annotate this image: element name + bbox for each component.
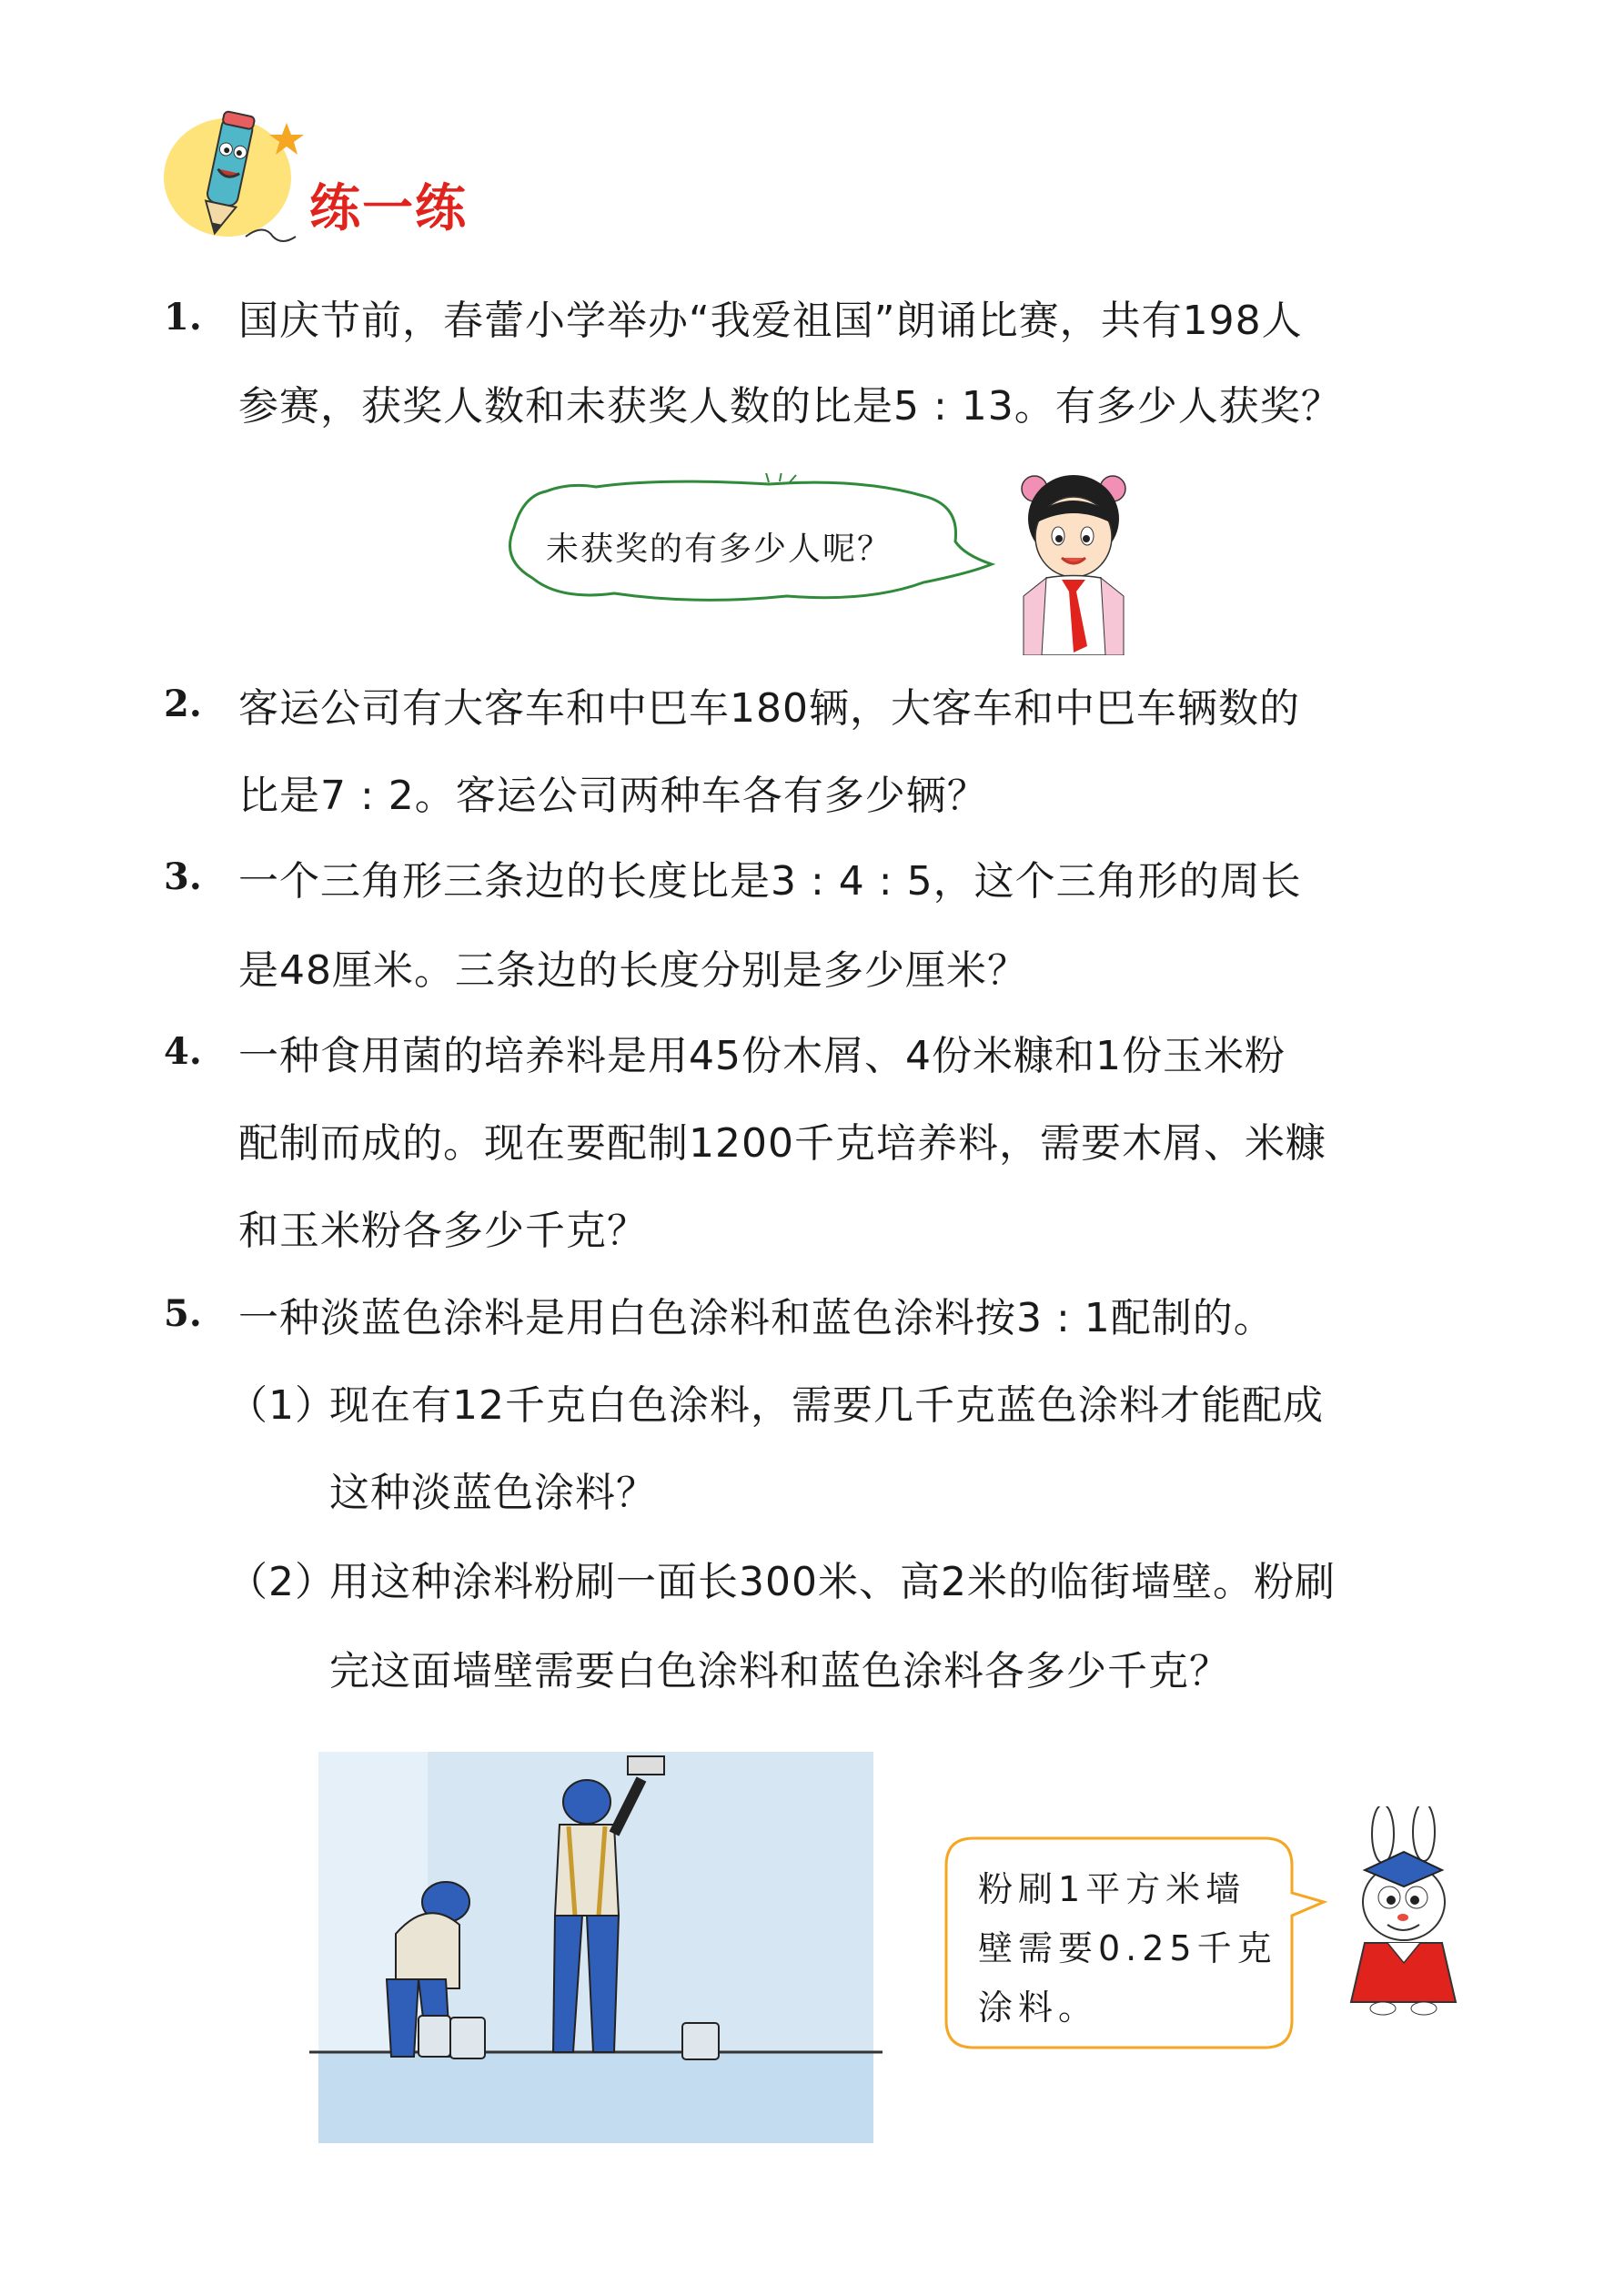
question-text-line: 一种淡蓝色涂料是用白色涂料和蓝色涂料按3 : 1配制的。	[238, 1295, 1275, 1341]
subquestion-text-line: 用这种涂料粉刷一面长300米、高2米的临街墙壁。粉刷	[329, 1559, 1336, 1605]
question-text-line: 一种食用菌的培养料是用45份木屑、4份米糠和1份玉米粉	[238, 1033, 1286, 1079]
question-text-line: 是48厘米。三条边的长度分别是多少厘米？	[238, 947, 1028, 994]
question-number: 3.	[164, 855, 202, 898]
rabbit-bubble-line: 壁需要0.25千克	[978, 1928, 1277, 1968]
question-text-line: 国庆节前，春蕾小学举办“我爱祖国”朗诵比赛，共有198人	[238, 298, 1303, 344]
pencil-mascot-icon	[155, 100, 309, 255]
question-text-line: 参赛，获奖人数和未获奖人数的比是5 : 13。有多少人获奖？	[238, 383, 1342, 430]
question-number: 2.	[164, 683, 202, 725]
subquestion-text-line: 现在有12千克白色涂料，需要几千克蓝色涂料才能配成	[329, 1382, 1324, 1429]
rabbit-bubble-line: 粉刷1平方米墙	[978, 1869, 1246, 1909]
question-number: 1.	[164, 296, 202, 339]
subquestion-text-line: 完这面墙壁需要白色涂料和蓝色涂料各多少千克？	[329, 1648, 1230, 1694]
question-number: 4.	[164, 1030, 202, 1073]
girl-bubble-text: 未获奖的有多少人呢？	[546, 531, 893, 568]
painters-illustration	[309, 1752, 883, 2143]
girl-student-icon	[996, 460, 1151, 655]
question-text-line: 配制而成的。现在要配制1200千克培养料，需要木屑、米糠	[238, 1120, 1326, 1167]
subquestion-label: （2）	[227, 1559, 336, 1605]
question-text-line: 客运公司有大客车和中巴车180辆，大客车和中巴车辆数的	[238, 685, 1300, 732]
rabbit-teacher-icon	[1333, 1806, 1469, 2016]
section-title: 练一练	[309, 179, 468, 238]
subquestion-text-line: 这种淡蓝色涂料？	[329, 1470, 657, 1516]
question-text-line: 一个三角形三条边的长度比是3 : 4 : 5，这个三角形的周长	[238, 858, 1302, 905]
question-text-line: 和玉米粉各多少千克？	[238, 1208, 648, 1254]
question-text-line: 比是7 : 2。客运公司两种车各有多少辆？	[238, 773, 988, 819]
question-number: 5.	[164, 1292, 202, 1335]
rabbit-bubble-line: 涂料。	[978, 1988, 1099, 2028]
subquestion-label: （1）	[227, 1382, 336, 1429]
